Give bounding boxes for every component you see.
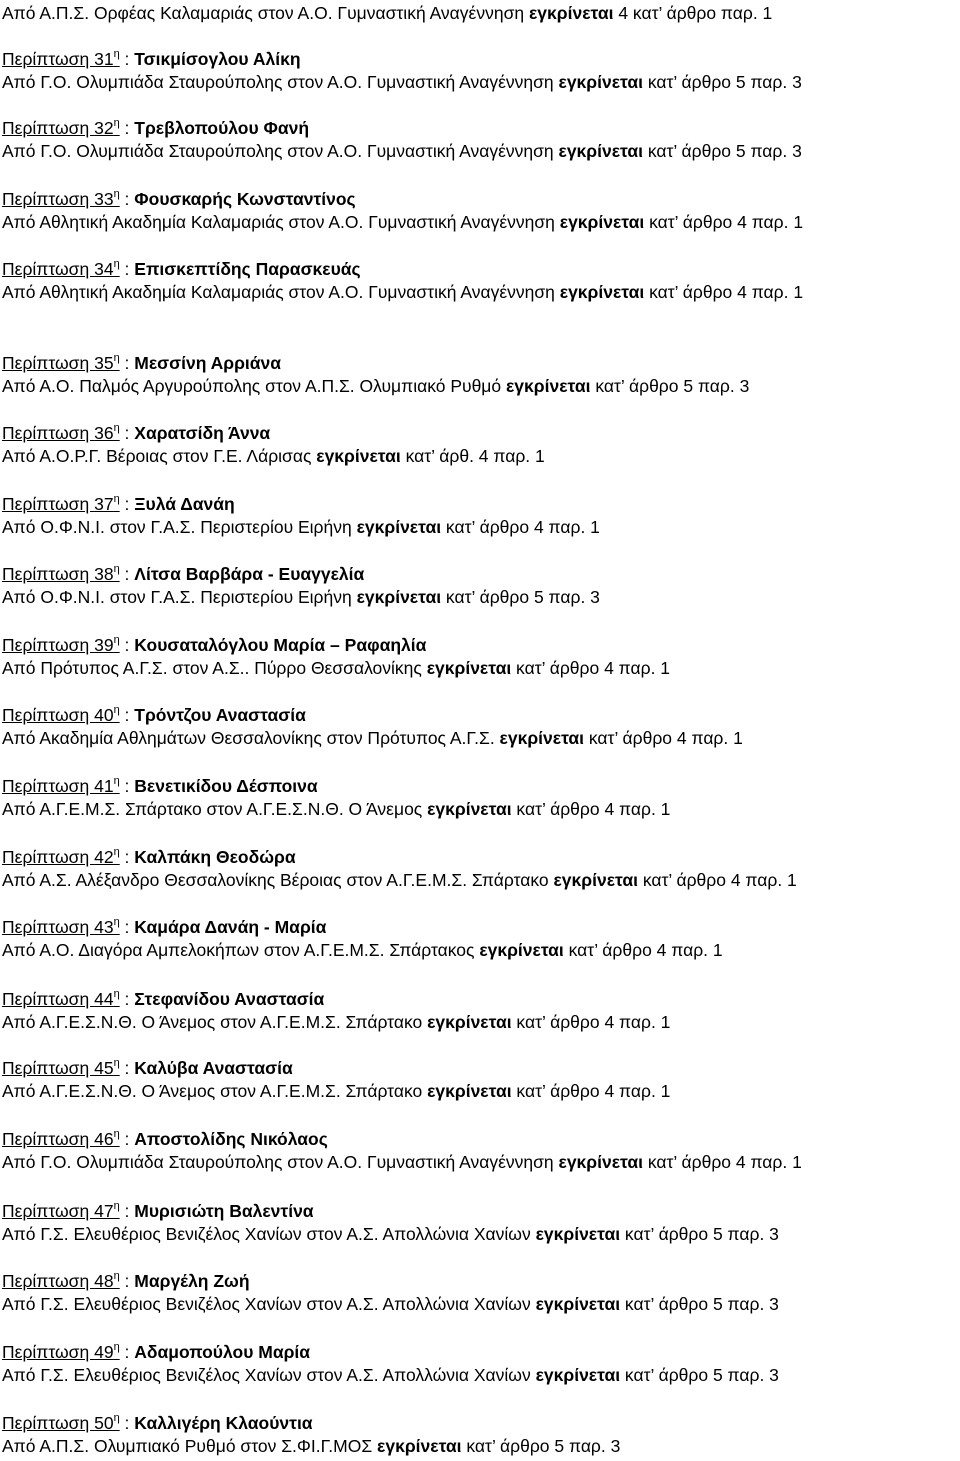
case-rule: κατ’ άρθρο 5 παρ. 3	[441, 587, 600, 607]
case-number	[2, 259, 120, 279]
case-number	[2, 1201, 120, 1221]
case-num: 39	[94, 635, 114, 655]
case-transfer	[2, 1364, 958, 1387]
case-from: Από Γ.Σ. Ελευθέριος Βενιζέλος Χανίων στον Α.Σ. Απολλώνια Χανίων	[2, 1365, 536, 1385]
case-label: Περίπτωση	[2, 1129, 95, 1149]
case-rule: κατ’ άρθρο 5 παρ. 3	[642, 141, 802, 161]
case-label: Περίπτωση	[2, 1058, 95, 1078]
case-num: 41	[94, 776, 114, 796]
case-header: Περίπτωση $38^\eta$ : Λίτσα Βαρβάρα - Ευαγγελία	[2, 563, 365, 584]
case-from: Από Α.Ο. Διαγόρα Αμπελοκήπων στον Α.Γ.Ε.Μ.Σ. Σπάρτακος	[2, 940, 480, 960]
case-from: Από Α.Γ.Ε.Σ.Ν.Θ. Ο Άνεμος στον Α.Γ.Ε.Μ.Σ. Σπάρτακο	[2, 1012, 428, 1032]
case-verb: εγκρίνεται	[377, 1436, 462, 1456]
case-label: Περίπτωση	[2, 189, 95, 209]
case-number	[2, 847, 120, 867]
case-num: 48	[94, 1271, 114, 1291]
case-rule: κατ’ άρθρο 4 παρ. 1	[511, 1012, 671, 1032]
case-header: Περίπτωση $33^\eta$ : Φουσκαρής Κωνσταντίνος	[2, 188, 356, 209]
case-rule: κατ’ άρθρο 5 παρ. 3	[620, 1294, 779, 1314]
case-label: Περίπτωση	[2, 259, 95, 279]
case-label: Περίπτωση	[2, 1271, 95, 1291]
case-rule: κατ’ άρθρο 5 παρ. 3	[620, 1224, 779, 1244]
case-header: Περίπτωση $47^\eta$ : Μυρισιώτη Βαλεντίνα	[2, 1200, 314, 1221]
case-from: Από Γ.Σ. Ελευθέριος Βενιζέλος Χανίων στον Α.Σ. Απολλώνια Χανίων	[2, 1224, 536, 1244]
case-transfer	[2, 657, 958, 680]
case-verb: εγκρίνεται	[426, 658, 512, 678]
case-header: Περίπτωση $34^\eta$ : Επισκεπτίδης Παρασκευάς	[2, 258, 361, 279]
case-rule: κατ’ άρθρο 4 παρ. 1	[511, 799, 671, 819]
case-item	[2, 775, 958, 821]
case-label: Περίπτωση	[2, 564, 95, 584]
case-num: 35	[94, 353, 114, 373]
case-header: Περίπτωση $48^\eta$ : Μαργέλη Ζωή	[2, 1270, 250, 1291]
case-transfer	[2, 445, 958, 468]
case-from: Από Ο.Φ.Ν.Ι. στον Γ.Α.Σ. Περιστερίου Ειρήνη	[2, 517, 357, 537]
case-label: Περίπτωση	[2, 1342, 95, 1362]
case-rule: κατ’ άρθρο 4 παρ. 1	[642, 1152, 802, 1172]
case-num: 44	[94, 989, 114, 1009]
case-person-name: Μαργέλη Ζωή	[134, 1271, 250, 1291]
case-verb: εγκρίνεται	[427, 799, 512, 819]
case-person-name: Τρόντζου Αναστασία	[134, 705, 306, 725]
case-num: 40	[94, 705, 114, 725]
case-rule: κατ’ άρθρο 4 παρ. 1	[637, 870, 797, 890]
case-num: 47	[94, 1201, 114, 1221]
case-rule: κατ’ άρθρο 4 παρ. 1	[644, 212, 804, 232]
case-header: Περίπτωση $43^\eta$ : Καμάρα Δανάη - Μαρία	[2, 916, 327, 937]
case-verb: εγκρίνεται	[559, 212, 645, 232]
case-number	[2, 776, 120, 796]
case-item	[2, 634, 958, 680]
top-line	[2, 2, 958, 25]
case-rule: κατ’ άρθρο 4 παρ. 1	[441, 517, 600, 537]
case-num: 42	[94, 847, 114, 867]
case-from: Από Γ.Ο. Ολυμπιάδα Σταυρούπολης στον Α.Ο. Γυμναστική Αναγέννηση	[2, 72, 559, 92]
case-number	[2, 635, 120, 655]
case-item	[2, 117, 958, 163]
case-verb: εγκρίνεται	[356, 587, 442, 607]
case-num: 46	[94, 1129, 114, 1149]
case-transfer	[2, 1011, 958, 1034]
case-number	[2, 353, 120, 373]
case-label: Περίπτωση	[2, 118, 95, 138]
case-number	[2, 1058, 120, 1078]
case-verb: εγκρίνεται	[316, 446, 401, 466]
case-ordinal: η	[113, 352, 120, 365]
case-from: Από Α.Γ.Ε.Μ.Σ. Σπάρτακο στον Α.Γ.Ε.Σ.Ν.Θ. Ο Άνεμος	[2, 799, 428, 819]
case-item	[2, 258, 958, 304]
case-label: Περίπτωση	[2, 423, 95, 443]
case-from: Από Ακαδημία Αθλημάτων Θεσσαλονίκης στον Πρότυπος Α.Γ.Σ.	[2, 728, 500, 748]
case-label: Περίπτωση	[2, 1201, 95, 1221]
case-ordinal: η	[113, 846, 120, 859]
case-number	[2, 49, 120, 69]
case-transfer	[2, 211, 958, 234]
case-person-name: Καμάρα Δανάη - Μαρία	[134, 917, 327, 937]
case-header: Περίπτωση $40^\eta$ : Τρόντζου Αναστασία	[2, 704, 306, 725]
case-rule: κατ’ άρθρο 4 παρ. 1	[584, 728, 743, 748]
case-item	[2, 916, 958, 962]
case-ordinal: η	[113, 634, 120, 647]
case-rule: κατ’ άρθρο 4 παρ. 1	[511, 1081, 671, 1101]
case-transfer	[2, 1435, 958, 1458]
case-header: Περίπτωση $35^\eta$ : Μεσσίνη Αρριάνα	[2, 352, 282, 373]
case-from: Από Α.Π.Σ. Ολυμπιακό Ρυθμό στον Σ.ΦΙ.Γ.ΜΟΣ	[2, 1436, 378, 1456]
case-rule: κατ’ άρθρο 4 παρ. 1	[511, 658, 671, 678]
case-ordinal: η	[113, 422, 120, 435]
case-item	[2, 1128, 958, 1174]
case-verb: εγκρίνεται	[558, 1152, 643, 1172]
case-num: 34	[94, 259, 114, 279]
case-person-name: Στεφανίδου Αναστασία	[134, 989, 325, 1009]
case-person-name: Αποστολίδης Νικόλαος	[134, 1129, 328, 1149]
case-label: Περίπτωση	[2, 989, 95, 1009]
case-label: Περίπτωση	[2, 635, 95, 655]
case-verb: εγκρίνεται	[535, 1365, 621, 1385]
case-label: Περίπτωση	[2, 776, 95, 796]
case-transfer	[2, 1151, 958, 1174]
case-person-name: Βενετικίδου Δέσποινα	[134, 776, 318, 796]
case-ordinal: η	[113, 258, 120, 271]
case-header: Περίπτωση $45^\eta$ : Καλύβα Αναστασία	[2, 1057, 293, 1078]
case-rule: κατ’ άρθ. 4 παρ. 1	[400, 446, 545, 466]
case-num: 32	[94, 118, 114, 138]
case-header: Περίπτωση $32^\eta$ : Τρεβλοπούλου Φανή	[2, 117, 310, 138]
case-transfer	[2, 516, 958, 539]
case-from: Από Πρότυπος Α.Γ.Σ. στον Α.Σ.. Πύρρο Θεσσαλονίκης	[2, 658, 427, 678]
case-person-name: Καλλιγέρη Κλαούντια	[134, 1413, 313, 1433]
case-from: Από Α.Ο.Ρ.Γ. Βέροιας στον Γ.Ε. Λάρισας	[2, 446, 317, 466]
case-item	[2, 1270, 958, 1316]
case-transfer	[2, 375, 958, 398]
case-number	[2, 917, 120, 937]
case-ordinal: η	[113, 48, 120, 61]
case-from: Από Γ.Ο. Ολυμπιάδα Σταυρούπολης στον Α.Ο. Γυμναστική Αναγέννηση	[2, 1152, 559, 1172]
case-header: Περίπτωση $37^\eta$ : Ξυλά Δανάη	[2, 493, 235, 514]
case-num: 38	[94, 564, 114, 584]
case-label: Περίπτωση	[2, 847, 95, 867]
case-person-name: Τσικμίσογλου Αλίκη	[134, 49, 301, 69]
case-verb: εγκρίνεται	[558, 72, 643, 92]
top-line-from: Από Α.Π.Σ. Ορφέας Καλαμαριάς στον Α.Ο. Γυμναστική Αναγέννηση	[2, 3, 529, 23]
case-label: Περίπτωση	[2, 1413, 95, 1433]
case-ordinal: η	[113, 1200, 120, 1213]
case-from: Από Α.Ο. Παλμός Αργυρούπολης στον Α.Π.Σ. Ολυμπιακό Ρυθμό	[2, 376, 506, 396]
case-ordinal: η	[113, 1128, 120, 1141]
case-label: Περίπτωση	[2, 353, 95, 373]
case-item	[2, 1200, 958, 1246]
case-ordinal: η	[113, 493, 120, 506]
case-item	[2, 1412, 958, 1458]
case-ordinal: η	[113, 988, 120, 1001]
case-ordinal: η	[113, 1341, 120, 1354]
case-person-name: Κουσαταλόγλου Μαρία – Ραφαηλία	[134, 635, 427, 655]
case-item	[2, 188, 958, 234]
case-transfer	[2, 798, 958, 821]
case-ordinal: η	[113, 704, 120, 717]
top-line-verb: εγκρίνεται	[528, 3, 614, 23]
case-header: Περίπτωση $50^\eta$ : Καλλιγέρη Κλαούντια	[2, 1412, 313, 1433]
case-item	[2, 48, 958, 94]
case-number	[2, 189, 120, 209]
case-person-name: Μεσσίνη Αρριάνα	[134, 353, 282, 373]
case-rule: κατ’ άρθρο 5 παρ. 3	[642, 72, 802, 92]
case-person-name: Καλύβα Αναστασία	[134, 1058, 293, 1078]
case-item	[2, 422, 958, 468]
case-rule: κατ’ άρθρο 5 παρ. 3	[590, 376, 750, 396]
case-person-name: Φουσκαρής Κωνσταντίνος	[134, 189, 356, 209]
case-header: Περίπτωση $46^\eta$ : Αποστολίδης Νικόλαος	[2, 1128, 328, 1149]
case-from: Από Γ.Σ. Ελευθέριος Βενιζέλος Χανίων στον Α.Σ. Απολλώνια Χανίων	[2, 1294, 536, 1314]
case-transfer	[2, 140, 958, 163]
case-item	[2, 352, 958, 398]
case-verb: εγκρίνεται	[427, 1081, 512, 1101]
case-label: Περίπτωση	[2, 494, 95, 514]
case-num: 31	[94, 49, 114, 69]
case-rule: κατ’ άρθρο 5 παρ. 3	[620, 1365, 779, 1385]
case-person-name: Μυρισιώτη Βαλεντίνα	[134, 1201, 314, 1221]
case-verb: εγκρίνεται	[427, 1012, 512, 1032]
case-from: Από Ο.Φ.Ν.Ι. στον Γ.Α.Σ. Περιστερίου Ειρήνη	[2, 587, 357, 607]
case-person-name: Τρεβλοπούλου Φανή	[134, 118, 310, 138]
case-transfer	[2, 71, 958, 94]
case-verb: εγκρίνεται	[558, 141, 643, 161]
case-item	[2, 563, 958, 609]
case-from: Από Α.Σ. Αλέξανδρο Θεσσαλονίκης Βέροιας στον Α.Γ.Ε.Μ.Σ. Σπάρτακο	[2, 870, 554, 890]
case-from: Από Αθλητική Ακαδημία Καλαμαριάς στον Α.Ο. Γυμναστική Αναγέννηση	[2, 282, 560, 302]
case-transfer	[2, 586, 958, 609]
case-rule: κατ’ άρθρο 4 παρ. 1	[563, 940, 723, 960]
case-verb: εγκρίνεται	[535, 1294, 621, 1314]
case-item	[2, 704, 958, 750]
case-ordinal: η	[113, 117, 120, 130]
case-num: 43	[94, 917, 114, 937]
case-ordinal: η	[113, 188, 120, 201]
case-transfer	[2, 727, 958, 750]
case-person-name: Λίτσα Βαρβάρα - Ευαγγελία	[134, 564, 365, 584]
case-item	[2, 1057, 958, 1103]
case-ordinal: η	[113, 1270, 120, 1283]
case-verb: εγκρίνεται	[506, 376, 591, 396]
case-number	[2, 118, 120, 138]
case-header: Περίπτωση $39^\eta$ : Κουσαταλόγλου Μαρία – Ραφαηλία	[2, 634, 427, 655]
case-verb: εγκρίνεται	[479, 940, 564, 960]
case-number	[2, 564, 120, 584]
case-transfer	[2, 869, 958, 892]
case-person-name: Επισκεπτίδης Παρασκευάς	[134, 259, 361, 279]
case-num: 33	[94, 189, 114, 209]
case-num: 49	[94, 1342, 114, 1362]
case-ordinal: η	[113, 775, 120, 788]
case-transfer	[2, 1293, 958, 1316]
case-verb: εγκρίνεται	[356, 517, 442, 537]
case-header: Περίπτωση $31^\eta$ : Τσικμίσογλου Αλίκη	[2, 48, 301, 69]
case-number	[2, 1129, 120, 1149]
case-verb: εγκρίνεται	[499, 728, 585, 748]
case-header: Περίπτωση $44^\eta$ : Στεφανίδου Αναστασία	[2, 988, 325, 1009]
case-label: Περίπτωση	[2, 917, 95, 937]
case-transfer	[2, 1223, 958, 1246]
case-label: Περίπτωση	[2, 705, 95, 725]
case-item	[2, 846, 958, 892]
case-ordinal: η	[113, 1057, 120, 1070]
case-from: Από Αθλητική Ακαδημία Καλαμαριάς στον Α.Ο. Γυμναστική Αναγέννηση	[2, 212, 560, 232]
case-number	[2, 989, 120, 1009]
case-from: Από Γ.Ο. Ολυμπιάδα Σταυρούπολης στον Α.Ο. Γυμναστική Αναγέννηση	[2, 141, 559, 161]
case-number	[2, 1413, 120, 1433]
case-num: 36	[94, 423, 114, 443]
case-verb: εγκρίνεται	[559, 282, 645, 302]
case-rule: κατ’ άρθρο 4 παρ. 1	[644, 282, 804, 302]
case-transfer	[2, 939, 958, 962]
case-item	[2, 988, 958, 1034]
case-transfer	[2, 281, 958, 304]
case-number	[2, 1271, 120, 1291]
case-ordinal: η	[113, 916, 120, 929]
case-num: 50	[94, 1413, 114, 1433]
case-person-name: Χαρατσίδη Άννα	[134, 423, 271, 443]
case-transfer	[2, 1080, 958, 1103]
case-verb: εγκρίνεται	[553, 870, 638, 890]
case-ordinal: η	[113, 1412, 120, 1425]
case-person-name: Καλπάκη Θεοδώρα	[134, 847, 296, 867]
case-ordinal: η	[113, 563, 120, 576]
case-number	[2, 1342, 120, 1362]
case-item	[2, 1341, 958, 1387]
case-verb: εγκρίνεται	[535, 1224, 621, 1244]
case-rule: κατ’ άρθρο 5 παρ. 3	[461, 1436, 621, 1456]
case-num: 37	[94, 494, 114, 514]
case-header: Περίπτωση $41^\eta$ : Βενετικίδου Δέσποινα	[2, 775, 318, 796]
case-label: Περίπτωση	[2, 49, 95, 69]
case-header: Περίπτωση $49^\eta$ : Αδαμοπούλου Μαρία	[2, 1341, 311, 1362]
case-header: Περίπτωση $36^\eta$ : Χαρατσίδη Άννα	[2, 422, 271, 443]
case-person-name: Ξυλά Δανάη	[134, 494, 235, 514]
case-number	[2, 423, 120, 443]
case-item	[2, 493, 958, 539]
case-header: Περίπτωση $42^\eta$ : Καλπάκη Θεοδώρα	[2, 846, 296, 867]
case-number	[2, 705, 120, 725]
case-number	[2, 494, 120, 514]
top-line-rule: 4 κατ’ άρθρο παρ. 1	[613, 3, 773, 23]
case-from: Από Α.Γ.Ε.Σ.Ν.Θ. Ο Άνεμος στον Α.Γ.Ε.Μ.Σ. Σπάρτακο	[2, 1081, 428, 1101]
case-num: 45	[94, 1058, 114, 1078]
case-person-name: Αδαμοπούλου Μαρία	[134, 1342, 311, 1362]
